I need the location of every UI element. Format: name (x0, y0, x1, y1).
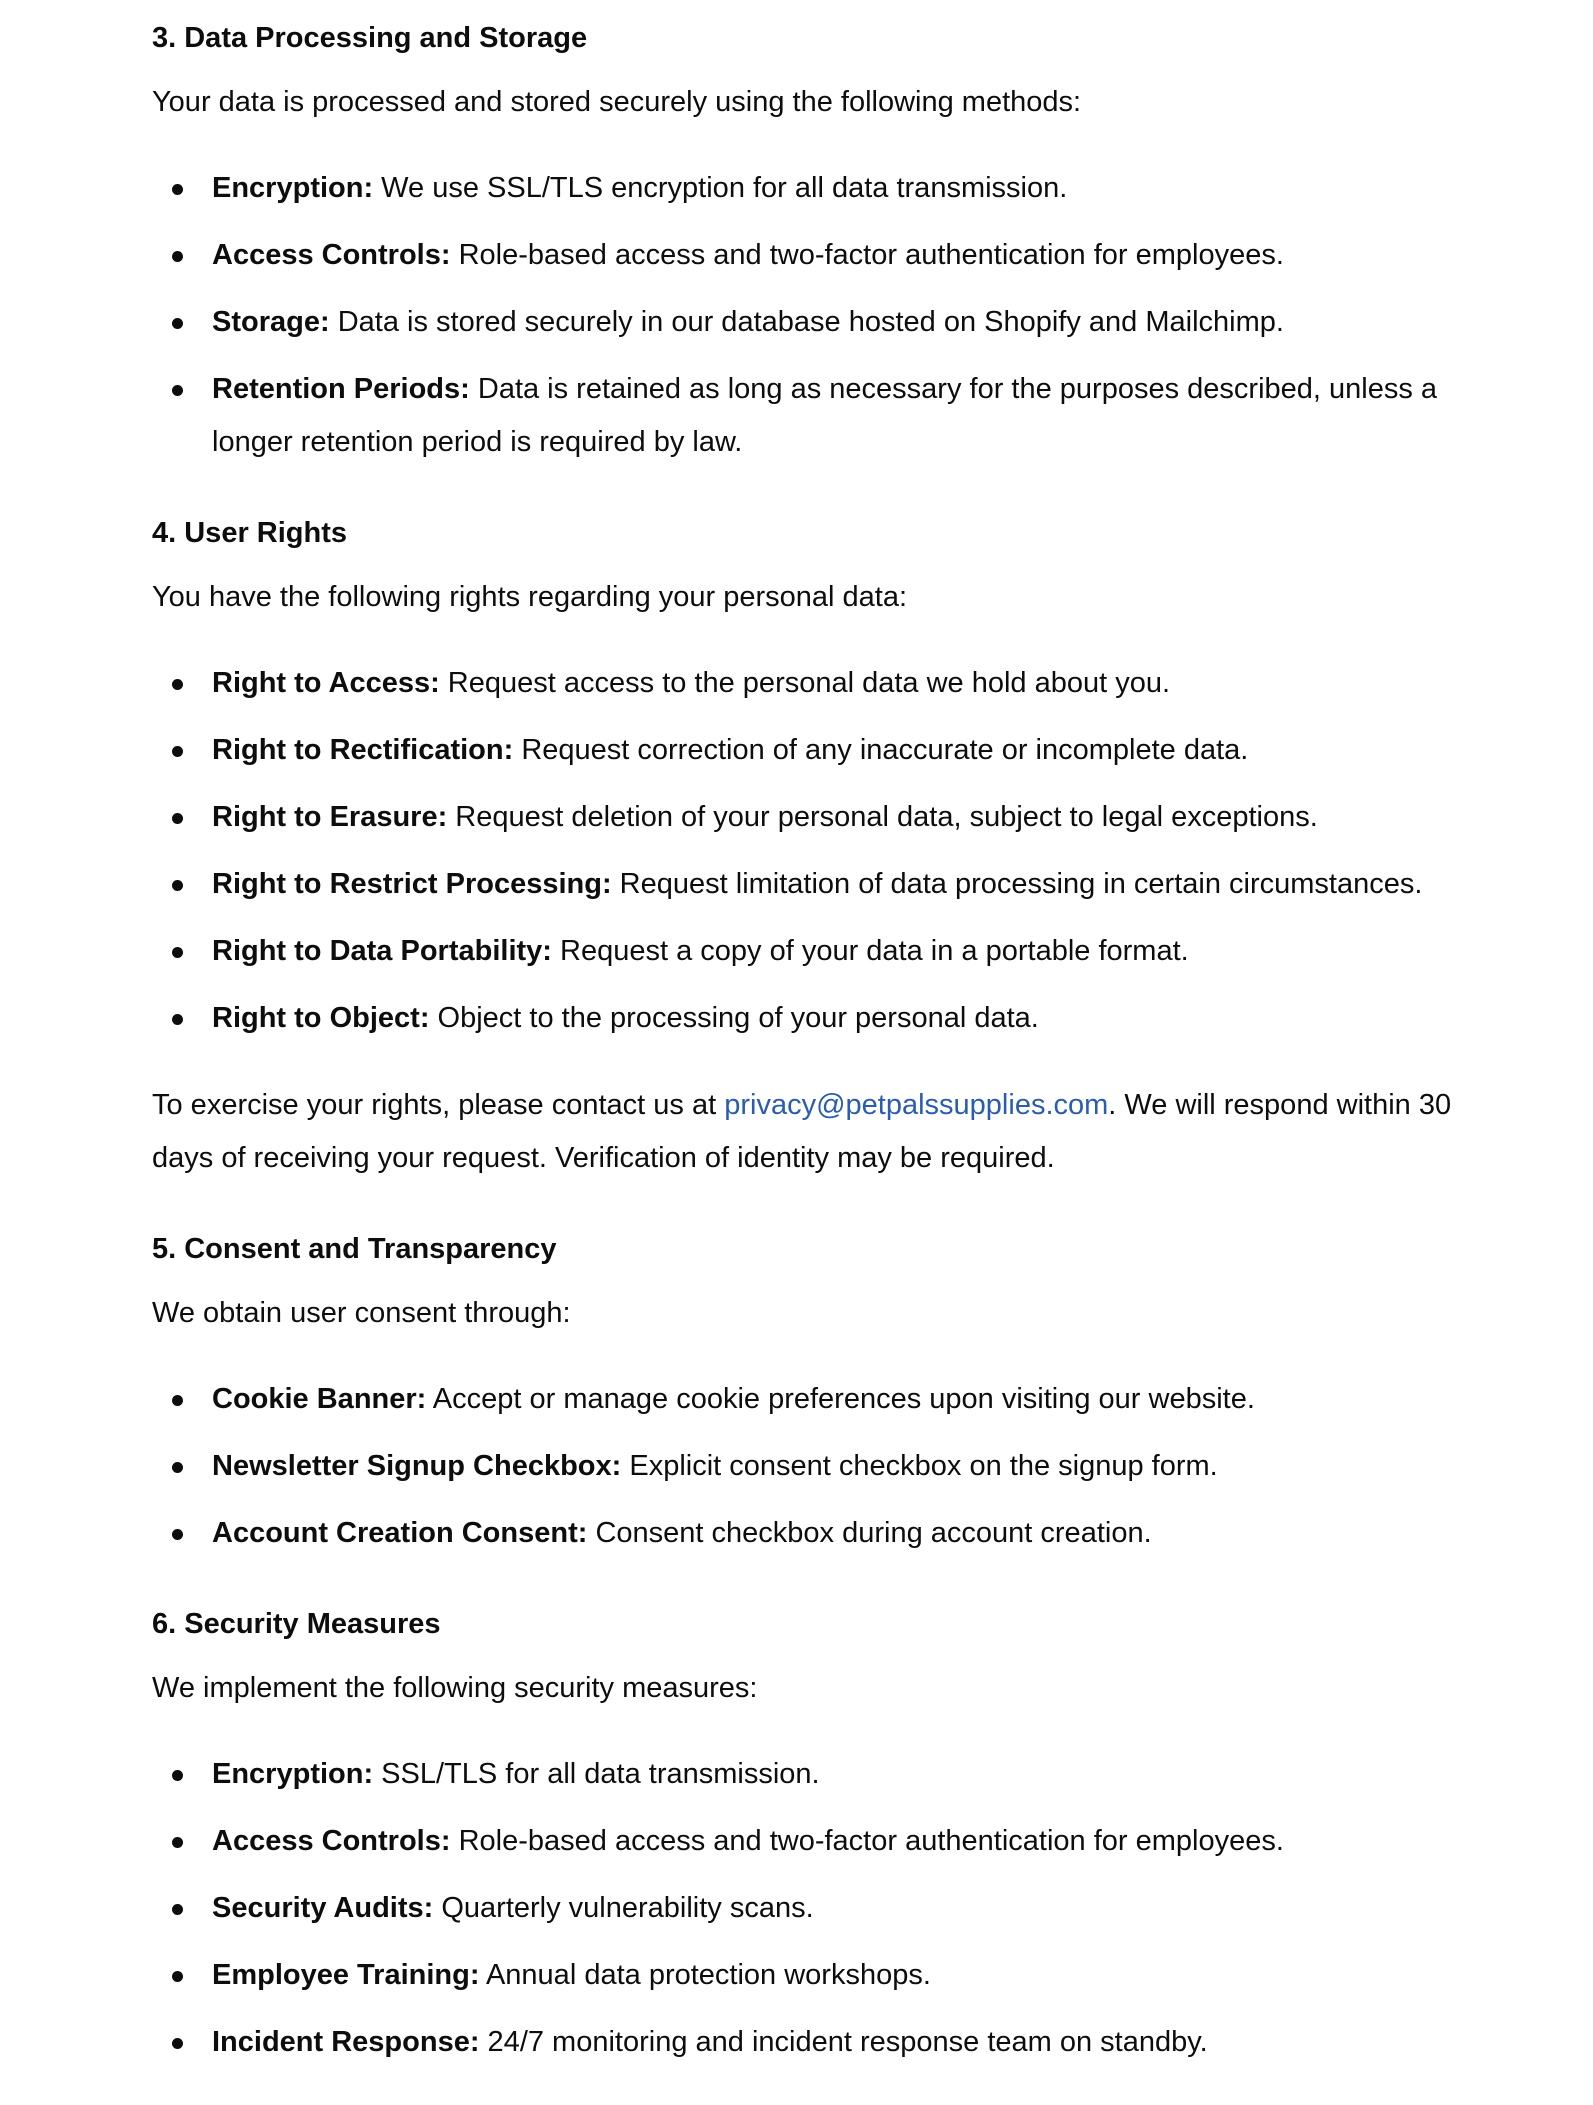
list-item (152, 1882, 1482, 1935)
contact-paragraph (152, 1079, 1482, 1185)
privacy-policy-document (152, 18, 1482, 2083)
item-label: Incident Response: (212, 2026, 480, 2058)
bullet-icon (172, 880, 183, 891)
item-text: Request correction of any inaccurate or incomplete data. (513, 734, 1249, 766)
item-label: Right to Rectification: (212, 734, 514, 766)
bullet-icon (172, 318, 183, 329)
bullet-icon (172, 385, 183, 396)
list-item (152, 296, 1482, 349)
list-item (152, 791, 1482, 844)
contact-text-after: . We will respond within 30 days of receiving your request. Verification of identity may be required. (152, 1089, 1452, 1174)
item-label: Access Controls: (212, 1825, 451, 1857)
bullet-icon (172, 1770, 183, 1781)
item-text: Role-based access and two-factor authentication for employees. (450, 1825, 1284, 1857)
item-text: Annual data protection workshops. (479, 1959, 931, 1991)
list-item (152, 1748, 1482, 1801)
item-text: Data is retained as long as necessary for the purposes described, unless a longer retention period is required by law. (212, 373, 1438, 458)
bullet-icon (172, 2038, 183, 2049)
item-text: Request deletion of your personal data, subject to legal exceptions. (447, 801, 1318, 833)
item-label: Employee Training: (212, 1959, 480, 1991)
item-text: Request a copy of your data in a portable format. (551, 935, 1189, 967)
list-item (152, 1440, 1482, 1493)
list-item (152, 724, 1482, 777)
item-text: Quarterly vulnerability scans. (433, 1892, 814, 1924)
contact-text-before: To exercise your rights, please contact us at (152, 1089, 725, 1121)
bullet-icon (172, 251, 183, 262)
section-heading: 4. User Rights (152, 517, 347, 549)
bullet-icon (172, 184, 183, 195)
item-label: Account Creation Consent: (212, 1517, 588, 1549)
bullet-icon (172, 1529, 183, 1540)
bullet-icon (172, 1837, 183, 1848)
section-consent-transparency (152, 1229, 1482, 1560)
item-text: Request access to the personal data we hold about you. (439, 667, 1171, 699)
item-label: Newsletter Signup Checkbox: (212, 1450, 622, 1482)
section-heading: 6. Security Measures (152, 1608, 441, 1640)
list-item (152, 2016, 1482, 2069)
item-text: Accept or manage cookie preferences upon visiting our website. (426, 1383, 1255, 1415)
item-label: Right to Object: (212, 1002, 430, 1034)
section-security-measures (152, 1604, 1482, 2069)
list-item (152, 1373, 1482, 1426)
section-intro: You have the following rights regarding your personal data: (152, 581, 908, 613)
section-user-rights (152, 513, 1482, 1045)
item-label: Right to Restrict Processing: (212, 868, 612, 900)
bullet-icon (172, 1014, 183, 1025)
list-item (152, 992, 1482, 1045)
section-intro: We obtain user consent through: (152, 1297, 571, 1329)
list-item (152, 363, 1482, 469)
item-label: Right to Access: (212, 667, 440, 699)
bullet-icon (172, 1971, 183, 1982)
item-label: Encryption: (212, 1758, 374, 1790)
item-text: Role-based access and two-factor authentication for employees. (450, 239, 1284, 271)
item-label: Security Audits: (212, 1892, 434, 1924)
item-text: We use SSL/TLS encryption for all data transmission. (373, 172, 1068, 204)
list-item (152, 1507, 1482, 1560)
bullet-list (152, 1373, 1482, 1560)
item-text: SSL/TLS for all data transmission. (373, 1758, 820, 1790)
item-label: Right to Erasure: (212, 801, 448, 833)
item-text: Explicit consent checkbox on the signup form. (621, 1450, 1218, 1482)
list-item (152, 925, 1482, 978)
list-item (152, 657, 1482, 710)
bullet-icon (172, 1462, 183, 1473)
list-item (152, 858, 1482, 911)
section-intro: Your data is processed and stored securely using the following methods: (152, 86, 1082, 118)
item-label: Retention Periods: (212, 373, 470, 405)
section-heading: 5. Consent and Transparency (152, 1233, 557, 1265)
item-text: Consent checkbox during account creation. (587, 1517, 1152, 1549)
bullet-icon (172, 679, 183, 690)
item-label: Right to Data Portability: (212, 935, 552, 967)
privacy-email-link[interactable]: privacy@petpalssupplies.com (724, 1089, 1109, 1121)
item-text: Object to the processing of your personal data. (429, 1002, 1039, 1034)
item-text: Data is stored securely in our database hosted on Shopify and Mailchimp. (329, 306, 1284, 338)
list-item (152, 162, 1482, 215)
item-label: Access Controls: (212, 239, 451, 271)
bullet-icon (172, 1904, 183, 1915)
bullet-icon (172, 813, 183, 824)
bullet-list (152, 657, 1482, 1045)
bullet-list (152, 162, 1482, 469)
bullet-icon (172, 746, 183, 757)
item-label: Cookie Banner: (212, 1383, 427, 1415)
item-text: Request limitation of data processing in certain circumstances. (611, 868, 1423, 900)
bullet-icon (172, 947, 183, 958)
section-heading: 3. Data Processing and Storage (152, 22, 588, 54)
list-item (152, 1815, 1482, 1868)
section-data-processing-storage (152, 18, 1482, 469)
bullet-list (152, 1748, 1482, 2069)
item-label: Encryption: (212, 172, 374, 204)
list-item (152, 1949, 1482, 2002)
section-intro: We implement the following security measures: (152, 1672, 758, 1704)
bullet-icon (172, 1395, 183, 1406)
item-text: 24/7 monitoring and incident response team on standby. (479, 2026, 1208, 2058)
item-label: Storage: (212, 306, 330, 338)
list-item (152, 229, 1482, 282)
